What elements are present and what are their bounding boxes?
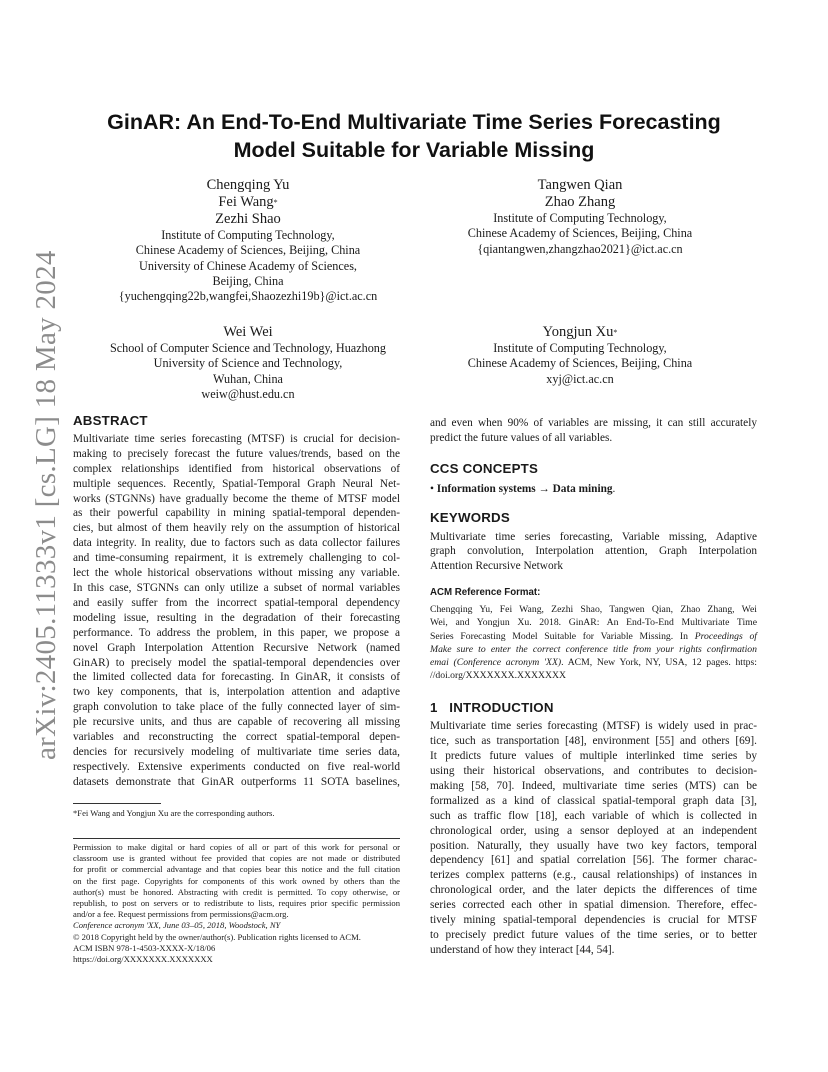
italic-span: Make sure to enter the correct conference title from your rights confirmation xyxy=(430,643,757,655)
author-block-4 xyxy=(412,324,748,387)
affiliation-line: Chinese Academy of Sciences, Beijing, China xyxy=(135,243,361,258)
text-line: series corrected each other in spatial dimension. Therefore, effec- xyxy=(430,899,757,912)
text-line: chronological order, using a sensor deployed at an independent xyxy=(430,824,757,837)
affiliation-line: University of Science and Technology, xyxy=(153,356,343,371)
text-line: using their historical observations, and contributes to decision- xyxy=(430,765,757,777)
text-line: formalized as a kind of classical spatial-temporal graph data [3], xyxy=(430,794,757,807)
author-name: Zhao Zhang xyxy=(544,194,616,210)
affiliation-line: Institute of Computing Technology, xyxy=(493,211,667,225)
text-line: on the first page. Copyrights for components of this work owned by others than the xyxy=(73,875,400,886)
italic-span: Proceedings of xyxy=(694,630,757,642)
copyright-line: © 2018 Copyright held by the owner/author(s). Publication rights licensed to ACM. xyxy=(73,931,361,942)
introduction-body xyxy=(430,719,757,958)
text-line: such as traffic flow [18], each variable of which is collected in xyxy=(430,809,757,822)
text-line: the limited collected data for forecasting. In GinAR, it consists of xyxy=(73,671,400,684)
text-line: Multivariate time series forecasting (MTSF) is widely used in prac- xyxy=(430,720,757,733)
text-line: tively mining spatial-temporal dependencies is crucial for MTSF xyxy=(430,914,757,927)
paper-title xyxy=(60,108,768,164)
text-line: variables and reconstructing the correct spatial-temporal depen- xyxy=(73,731,400,744)
text-span: . ACM, New York, NY, USA, 12 pages. https: xyxy=(561,656,757,668)
text-line: as their powerful capability in mining spatial-temporal dependen- xyxy=(73,507,400,520)
text-line xyxy=(430,630,757,643)
author-block-3 xyxy=(60,324,436,402)
text-line: multiple sequences. Recently, Spatial-Temporal Graph Neural Net- xyxy=(73,477,400,490)
text-line: cies, but almost of them heavily rely on the assumption of historical xyxy=(73,522,400,535)
text-line: two key components, that is, interpolation attention and adaptive xyxy=(73,686,400,699)
ccs-concepts xyxy=(430,482,757,497)
text-line: dependency [61] and spatial correlation [56]. The former charac- xyxy=(430,854,757,867)
text-line: complex relationships identified from historical observations of xyxy=(73,462,400,475)
text-line xyxy=(430,656,757,669)
author-name: Wei Wei xyxy=(223,324,273,340)
corresponding-mark: * xyxy=(613,328,618,337)
author-name: Tangwen Qian xyxy=(537,177,623,193)
footnote-area xyxy=(73,803,400,819)
author-email: weiw@hust.edu.cn xyxy=(201,386,295,401)
conference-line: Conference acronym 'XX, June 03–05, 2018, Woodstock, NY xyxy=(73,920,281,931)
affiliation-line: Beijing, China xyxy=(212,273,284,288)
title-line-2: Model Suitable for Variable Missing xyxy=(233,138,595,162)
reference-format-heading: ACM Reference Format: xyxy=(430,587,541,599)
section-number: 1 xyxy=(430,700,438,716)
affiliation-line: Chinese Academy of Sciences, Beijing, China xyxy=(467,356,693,371)
text-line: to precisely predict future values of the time series, or to better xyxy=(430,928,757,941)
author-block-2 xyxy=(412,177,748,257)
section-title: INTRODUCTION xyxy=(449,700,554,716)
text-line: Multivariate time series forecasting, Variable missing, Adaptive xyxy=(430,530,757,543)
affiliation-line: Institute of Computing Technology, xyxy=(493,341,667,355)
author-email: {yuchengqing22b,wangfei,Shaozezhi19b}@ict.ac.cn xyxy=(118,289,378,304)
ccs-sub: Data mining xyxy=(552,482,613,495)
text-line: republish, to post on servers or to redistribute to lists, requires prior specific permission xyxy=(73,898,400,909)
keywords-heading: KEYWORDS xyxy=(430,509,510,525)
author-name-with-mark xyxy=(60,194,436,211)
arxiv-stamp-text: arXiv:2405.11333v1 [cs.LG] 18 May 2024 xyxy=(30,250,62,760)
author-email: xyj@ict.ac.cn xyxy=(546,371,614,386)
text-line: and easily suffer from the incorrect spatial-temporal dependency xyxy=(73,596,400,609)
text-line: data integrity. In reality, due to factors such as data collector failures xyxy=(73,537,400,550)
permission-block xyxy=(73,838,400,965)
author-name: Zezhi Shao xyxy=(215,211,281,227)
abstract-body xyxy=(73,432,400,790)
text-line: In this case, STGNNs can only utilize a subset of normal variables xyxy=(73,581,400,594)
author-name: Yongjun Xu xyxy=(542,324,614,340)
right-column xyxy=(430,416,757,958)
text-line: chronological order, and the later depicts the differences of time xyxy=(430,884,757,897)
abstract-heading: ABSTRACT xyxy=(73,413,148,428)
text-line: classroom use is granted without fee provided that copies are not made or distributed xyxy=(73,853,400,864)
text-line: for profit or commercial advantage and that copies bear this notice and the full citation xyxy=(73,864,400,875)
doi-line: https://doi.org/XXXXXXX.XXXXXXX xyxy=(73,954,213,965)
text-line: author(s) must be honored. Abstracting with credit is permitted. To copy otherwise, or xyxy=(73,886,400,897)
author-name: Chengqing Yu xyxy=(206,177,290,193)
abstract-continuation xyxy=(430,416,757,446)
text-line: Multivariate time series forecasting (MTSF) is crucial for decision- xyxy=(73,432,400,445)
abstract-section xyxy=(73,414,400,790)
keywords-list xyxy=(430,530,757,575)
text-line: modeling issue, resulting in the degradation of their forecasting xyxy=(73,611,400,624)
author-email: {qiantangwen,zhangzhao2021}@ict.ac.cn xyxy=(477,241,683,256)
text-line: dencies for recursively modeling of multivariate time series data, xyxy=(73,745,400,758)
footnote-rule xyxy=(73,803,161,804)
text-line xyxy=(430,643,757,656)
arxiv-stamp xyxy=(18,250,62,760)
footnote-text: *Fei Wang and Yongjun Xu are the corresponding authors. xyxy=(73,808,275,818)
text-line: GinAR) to precisely model the spatial-temporal dependencies over xyxy=(73,656,400,669)
affiliation-line: University of Chinese Academy of Sciences, xyxy=(139,258,357,273)
text-line: graph convolution, Interpolation attention, Graph Interpolation xyxy=(430,545,757,558)
text-line: //doi.org/XXXXXXX.XXXXXXX xyxy=(430,670,566,682)
text-line: Wei, and Yongjun Xu. 2018. GinAR: An End-To-End Multivariate Time xyxy=(430,617,757,629)
text-line: and time-consuming repairment, it is extremely challenging to col- xyxy=(73,552,400,565)
bullet: • xyxy=(430,482,434,495)
permission-text xyxy=(73,842,400,920)
author-name: Fei Wang xyxy=(218,194,274,210)
affiliation-line: Wuhan, China xyxy=(213,371,283,386)
text-line: datasets demonstrate that GinAR outperforms 11 SOTA baselines, xyxy=(73,775,400,788)
text-line: understand of how they interact [44, 54]. xyxy=(430,943,615,956)
affiliation-line: Chinese Academy of Sciences, Beijing, China xyxy=(467,226,693,241)
author-block-1 xyxy=(60,177,436,304)
permission-rule xyxy=(73,838,400,839)
text-line: and/or a fee. Request permissions from permissions@acm.org. xyxy=(73,909,289,920)
text-line: Attention Recursive Network xyxy=(430,560,564,573)
affiliation-line: School of Computer Science and Technology, Huazhong xyxy=(109,341,386,355)
text-line: Permission to make digital or hard copies of all or part of this work for personal or xyxy=(73,842,400,852)
text-line: Chengqing Yu, Fei Wang, Zezhi Shao, Tangwen Qian, Zhao Zhang, Wei xyxy=(430,604,757,616)
text-line: predict the future values of all variables. xyxy=(430,431,613,444)
period: . xyxy=(612,482,616,495)
text-span: Series Forecasting Model Suitable for Variable Missing. In xyxy=(430,630,695,642)
text-line: terizes complex patterns (e.g., causal relationships) of instances in xyxy=(430,869,757,882)
title-line-1: GinAR: An End-To-End Multivariate Time Series Forecasting xyxy=(107,110,721,134)
ccs-heading: CCS CONCEPTS xyxy=(430,460,539,476)
isbn-line: ACM ISBN 978-1-4503-XXXX-X/18/06 xyxy=(73,942,216,953)
introduction-heading xyxy=(430,701,757,716)
text-line: ple recursive units, and thus are capable of recovering all missing xyxy=(73,716,400,729)
text-line: works (STGNNs) have gradually become the theme of MTSF model xyxy=(73,492,400,505)
text-line: graph convolution to take place of the fully connected layer of sim- xyxy=(73,701,400,714)
arrow-icon: → xyxy=(538,482,550,495)
reference-format-body xyxy=(430,603,757,682)
text-line: tice, such as transportation [48], environment [55] and others [69]. xyxy=(430,735,757,748)
text-line: performance. To address the problem, in this paper, we propose a xyxy=(73,626,400,639)
italic-span: emai (Conference acronym 'XX) xyxy=(430,656,562,668)
author-name-with-mark xyxy=(412,324,748,341)
text-line: lect the whole historical observations without missing any variable. xyxy=(73,567,400,580)
corresponding-mark: * xyxy=(273,198,278,207)
text-line: novel Graph Interpolation Attention Recursive Network (named xyxy=(73,641,400,654)
text-line: It predicts future values of multiple interlinked time series by xyxy=(430,750,757,763)
ccs-item: Information systems xyxy=(436,482,536,495)
text-line: respectively. Extensive experiments conducted on five real-world xyxy=(73,760,400,773)
affiliation-line: Institute of Computing Technology, xyxy=(161,228,335,242)
text-line: position. Naturally, they usually have two key factors, temporal xyxy=(430,839,757,852)
text-line: and even when 90% of variables are missing, it can still accurately xyxy=(430,417,757,429)
text-line: making [58, 70]. Indeed, multivariate time series (MTS) can be xyxy=(430,779,757,792)
text-line: making to precisely forecast the future values/trends, based on the xyxy=(73,447,400,460)
